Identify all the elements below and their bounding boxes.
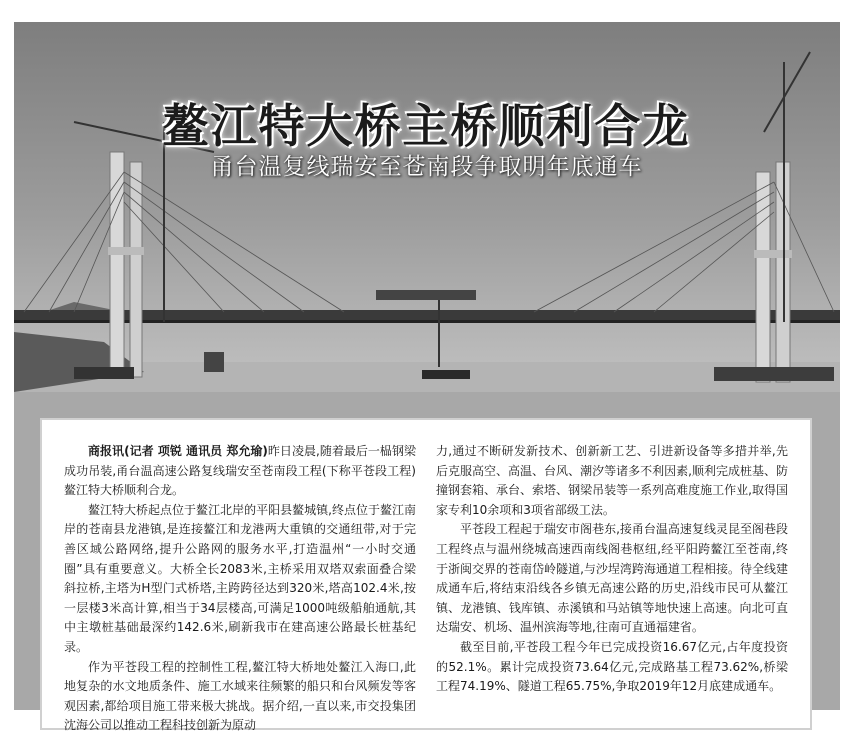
article-column-left [64, 442, 416, 733]
article-paragraph: 平苍段工程起于瑞安市阁巷东,接甬台温高速复线灵昆至阁巷段工程终点与温州绕城高速西南线阁巷枢纽,经平阳跨鳌江至苍南,终于浙闽交界的苍南岱岭隧道,与沙埕湾跨海通道工程相接。待全线建成通车后,将结束沿线各乡镇无高速公路的历史,沿线市民可从鳌江镇、龙港镇、钱库镇、赤溪镇和马站镇等地快速上高速。向北可直达瑞安、机场、温州滨海等地,往南可直通福建省。 [436, 522, 788, 635]
article-paragraph: 商报讯(记者 项锐 通讯员 郑允瑜)昨日凌晨,随着最后一榀钢梁成功吊装,甬台温高速公路复线瑞安至苍南段工程(下称平苍段工程)鳌江特大桥顺利合龙。 [64, 444, 416, 498]
article-body [40, 418, 812, 733]
subheadline: 甬台温复线瑞安至苍南段争取明年底通车 [210, 154, 643, 180]
article-paragraph: 作为平苍段工程的控制性工程,鳌江特大桥地处鳌江入海口,此地复杂的水文地质条件、施工水域来往频繁的船只和台风频发等客观因素,都给项目施工带来极大挑战。据介绍,一直以来,市交投集团沈海公司以推动工程科技创新为原动 [64, 659, 416, 733]
article-paragraph: 力,通过不断研发新技术、创新新工艺、引进新设备等多措并举,先后克服高空、高温、台风、潮汐等诸多不利因素,顺利完成桩基、防撞钢套箱、承台、索塔、钢梁吊装等一系列高难度施工作业,取得国家专利10余项和3项省部级工法。 [436, 444, 788, 517]
article-paragraph: 截至目前,平苍段工程今年已完成投资16.67亿元,占年度投资的52.1%。累计完成投资73.64亿元,完成路基工程73.62%,桥梁工程74.19%、隧道工程65.75%,争取2019年12月底建成通车。 [436, 639, 788, 694]
article-paragraph: 鳌江特大桥起点位于鳌江北岸的平阳县鳌城镇,终点位于鳌江南岸的苍南县龙港镇,是连接鳌江和龙港两大重镇的交通纽带,对于完善区域公路网络,提升公路网的服务水平,打造温州“一小时交通圈”具有重要意义。大桥全长2083米,主桥采用双塔双索面叠合梁斜拉桥,主塔为H型门式桥塔,主跨跨径达到320米,塔高102.4米,按一层楼3米高计算,相当于34层楼高,可满足1000吨级船舶通航,其中主墩桩基础最深约142.6米,刷新我市在建高速公路最长桩基纪录。 [64, 502, 416, 654]
article-column-right [436, 442, 788, 718]
byline: 商报讯(记者 项锐 通讯员 郑允瑜) [88, 444, 268, 458]
headline: 鳌江特大桥主桥顺利合龙 [162, 99, 691, 153]
